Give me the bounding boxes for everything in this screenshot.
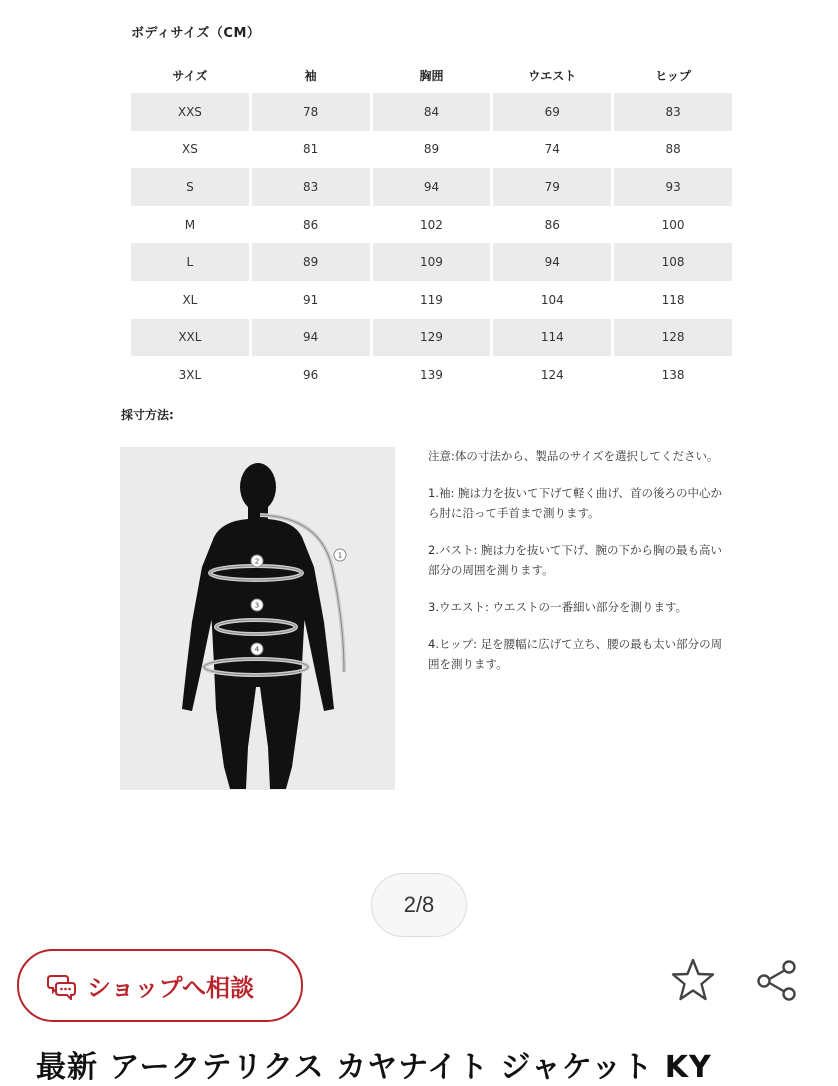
table-cell: 139: [420, 367, 443, 382]
marker-3: [251, 599, 263, 611]
table-cell: 91: [303, 292, 319, 307]
table-cell: 83: [252, 168, 370, 206]
table-cell: 129: [373, 319, 491, 357]
table-cell: 96: [303, 367, 319, 382]
table-cell: 88: [665, 142, 681, 157]
table-cell: 78: [252, 93, 370, 131]
table-cell: 81: [303, 142, 319, 157]
table-cell: M: [184, 217, 196, 232]
table-row: [131, 131, 732, 169]
image-pager-indicator: 2/8: [371, 873, 467, 937]
table-cell: S: [131, 168, 249, 206]
body-silhouette-illustration: [120, 447, 395, 790]
table-row: [131, 93, 732, 131]
size-chart-table: [128, 57, 735, 394]
marker-4: [251, 643, 263, 655]
table-cell: XXL: [131, 319, 249, 357]
table-cell: 86: [544, 217, 560, 232]
size-chart-title: ボディサイズ（CM）: [131, 26, 261, 41]
body-measure-figure: [120, 447, 395, 790]
table-cell: 94: [252, 319, 370, 357]
table-cell: 89: [423, 142, 440, 157]
table-row: [131, 281, 732, 319]
table-cell: 94: [493, 243, 611, 281]
note-bust: 2.バスト: 腕は力を抜いて下げ、腕の下から胸の最も高い部分の周囲を測ります。: [428, 543, 723, 577]
note-hip: 4.ヒップ: 足を腰幅に広げて立ち、腰の最も太い部分の周囲を測ります。: [428, 637, 723, 671]
svg-text:4: 4: [254, 645, 260, 654]
table-cell: 3XL: [178, 367, 202, 382]
table-cell: 108: [614, 243, 732, 281]
table-cell: 100: [661, 217, 685, 232]
table-cell: 84: [373, 93, 491, 131]
share-button[interactable]: [752, 955, 802, 1005]
table-cell: 69: [493, 93, 611, 131]
table-cell: 119: [420, 292, 443, 307]
share-icon: [754, 957, 800, 1003]
chat-bubble-icon: [47, 972, 77, 1000]
measure-notes: [428, 446, 733, 691]
note-caution: 注意:体の寸法から、製品のサイズを選択してください。: [428, 449, 719, 463]
marker-2: [251, 555, 263, 567]
favorite-button[interactable]: [668, 955, 718, 1005]
table-cell: 86: [303, 217, 319, 232]
table-cell: 74: [544, 142, 560, 157]
header-sleeve: 袖: [304, 68, 317, 83]
table-cell: 138: [661, 367, 685, 382]
table-cell: L: [131, 243, 249, 281]
star-icon: [670, 957, 716, 1003]
header-chest: 胸囲: [419, 68, 444, 83]
table-cell: XS: [181, 142, 198, 157]
shop-consult-label: ショップへ相談: [87, 974, 255, 1002]
table-cell: 124: [540, 367, 564, 382]
table-cell: 118: [661, 292, 685, 307]
note-sleeve: 1.袖: 腕は力を抜いて下げて軽く曲げ、首の後ろの中心から肘に沿って手首まで測ります。: [428, 486, 723, 520]
table-cell: 83: [614, 93, 732, 131]
table-cell: 109: [373, 243, 491, 281]
table-cell: XL: [182, 292, 198, 307]
table-cell: 114: [493, 319, 611, 357]
table-cell: 89: [252, 243, 370, 281]
table-row: [131, 319, 732, 357]
product-title: 最新 アークテリクス カヤナイト ジャケット KY: [36, 1050, 712, 1085]
table-cell: 79: [493, 168, 611, 206]
svg-text:1: 1: [337, 551, 343, 560]
table-cell: 94: [373, 168, 491, 206]
marker-1: [334, 549, 346, 561]
table-row: [131, 206, 732, 244]
header-size: サイズ: [172, 68, 208, 83]
table-cell: 102: [420, 217, 443, 232]
table-cell: 128: [614, 319, 732, 357]
table-cell: 104: [540, 292, 564, 307]
table-cell: XXS: [131, 93, 249, 131]
shop-consult-button[interactable]: [17, 949, 303, 1022]
measure-method-title: 採寸方法:: [121, 408, 174, 422]
size-chart-header-row: [131, 57, 732, 93]
header-waist: ウエスト: [528, 68, 577, 83]
svg-text:3: 3: [254, 601, 260, 610]
svg-text:2: 2: [254, 557, 260, 566]
note-waist: 3.ウエスト: ウエストの一番細い部分を測ります。: [428, 600, 688, 614]
table-cell: 93: [614, 168, 732, 206]
header-hip: ヒップ: [655, 68, 691, 83]
table-row: [131, 243, 732, 281]
table-row: [131, 168, 732, 206]
table-row: [131, 356, 732, 394]
